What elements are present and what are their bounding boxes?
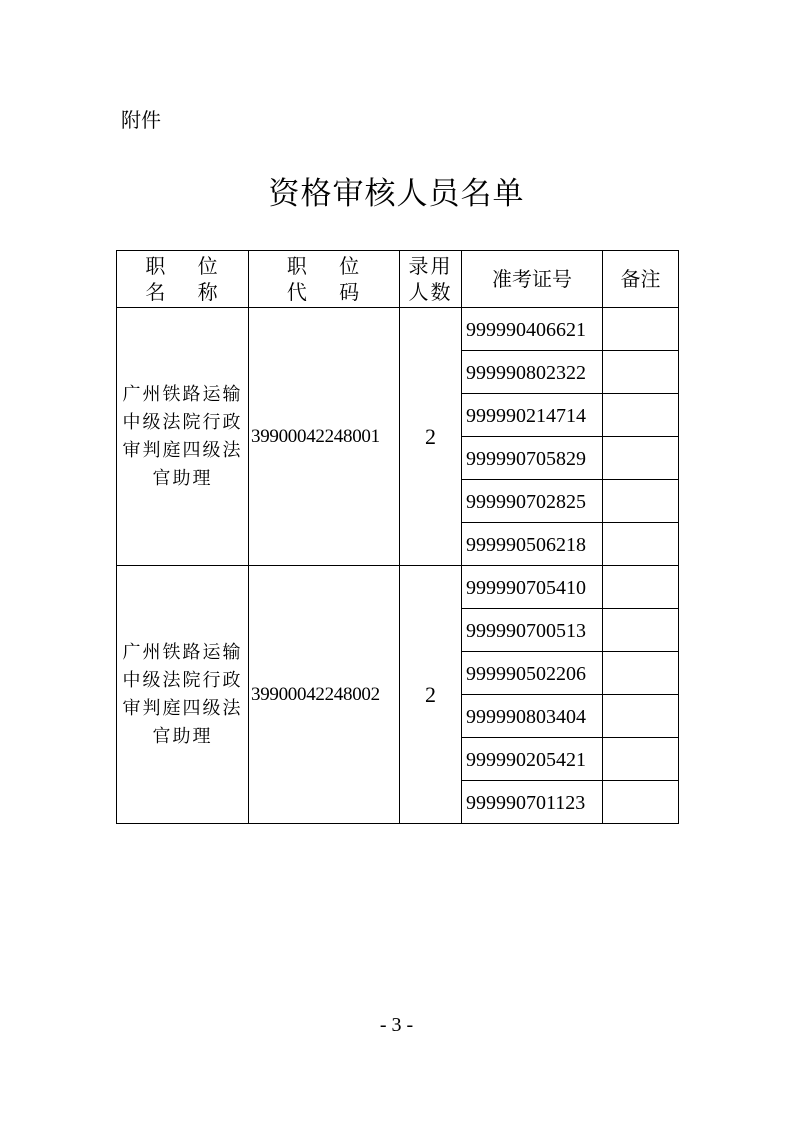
table-row: [117, 308, 679, 351]
position-name-line: 广州铁路运输: [122, 383, 243, 405]
table-row: [117, 566, 679, 609]
position-name-cell: [117, 308, 249, 566]
ticket-number-cell: 999990214714: [462, 394, 603, 437]
remarks-cell: [603, 437, 679, 480]
remarks-cell: [603, 695, 679, 738]
page-number: - 3 -: [379, 1014, 414, 1036]
header-position-code-line-1: 职 位: [286, 254, 362, 278]
ticket-number-cell: 999990700513: [462, 609, 603, 652]
ticket-number-cell: 999990803404: [462, 695, 603, 738]
header-hires-line-1: 录用: [408, 254, 453, 278]
hires-cell: 2: [400, 308, 462, 566]
page-title: 资格审核人员名单: [268, 176, 525, 212]
remarks-cell: [603, 652, 679, 695]
remarks-cell: [603, 480, 679, 523]
ticket-number-cell: 999990705410: [462, 566, 603, 609]
ticket-number-cell: 999990701123: [462, 781, 603, 824]
remarks-cell: [603, 351, 679, 394]
ticket-number-cell: 999990506218: [462, 523, 603, 566]
header-position-code: [249, 251, 400, 308]
header-hires-line-2: 人数: [408, 280, 453, 304]
position-name-line: 官助理: [152, 467, 213, 489]
header-position-name-line-2: 名 称: [145, 280, 220, 304]
header-position-name-line-1: 职 位: [145, 254, 220, 278]
header-position-code-line-2: 代 码: [286, 280, 362, 304]
remarks-cell: [603, 523, 679, 566]
attachment-label: 附件: [121, 108, 161, 132]
ticket-number-cell: 999990406621: [462, 308, 603, 351]
table-header-row: [117, 251, 679, 308]
remarks-cell: [603, 781, 679, 824]
position-name-line: 审判庭四级法: [122, 697, 243, 719]
position-code-cell: 39900042248001: [249, 308, 400, 566]
ticket-number-cell: 999990802322: [462, 351, 603, 394]
remarks-cell: [603, 308, 679, 351]
position-name-line: 审判庭四级法: [122, 439, 243, 461]
position-name-line: 中级法院行政: [122, 411, 243, 433]
remarks-cell: [603, 738, 679, 781]
qualification-roster-table: [116, 250, 679, 824]
header-position-name: [117, 251, 249, 308]
remarks-cell: [603, 566, 679, 609]
ticket-number-cell: 999990705829: [462, 437, 603, 480]
header-remarks: 备注: [603, 251, 679, 308]
position-code-cell: 39900042248002: [249, 566, 400, 824]
position-name-line: 官助理: [152, 725, 213, 747]
ticket-number-cell: 999990702825: [462, 480, 603, 523]
position-name-line: 中级法院行政: [122, 669, 243, 691]
remarks-cell: [603, 609, 679, 652]
header-ticket-no: 准考证号: [462, 251, 603, 308]
hires-cell: 2: [400, 566, 462, 824]
ticket-number-cell: 999990205421: [462, 738, 603, 781]
position-name-line: 广州铁路运输: [122, 641, 243, 663]
position-name-cell: [117, 566, 249, 824]
header-hires: [400, 251, 462, 308]
ticket-number-cell: 999990502206: [462, 652, 603, 695]
remarks-cell: [603, 394, 679, 437]
